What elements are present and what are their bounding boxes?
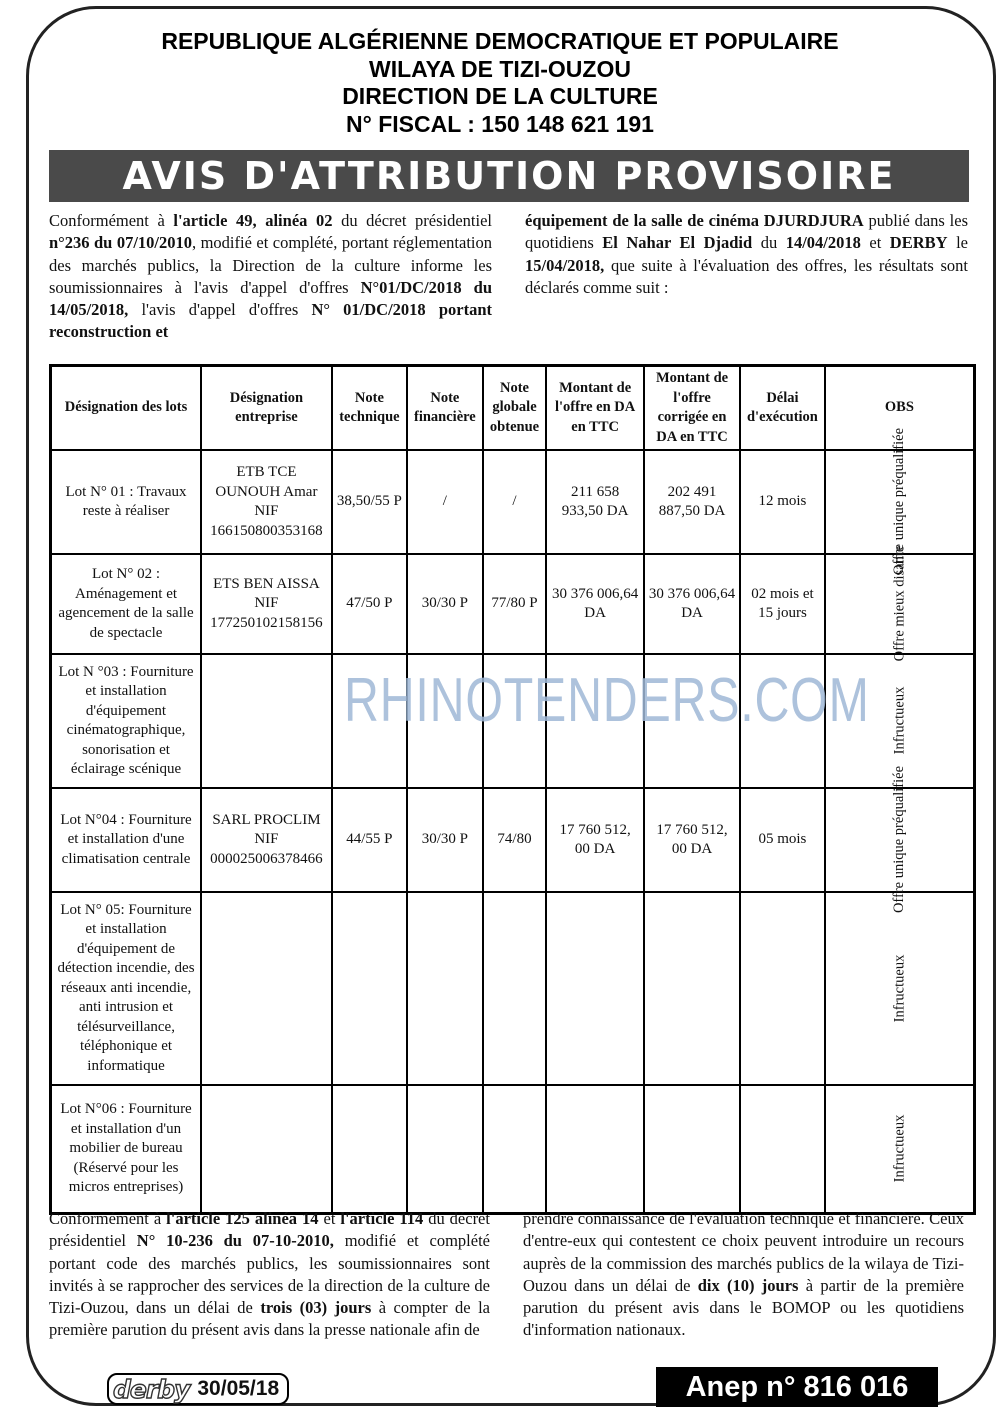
col-header-note-technique: Note technique bbox=[332, 366, 407, 451]
cell-delai: 02 mois et 15 jours bbox=[740, 554, 825, 654]
publication-date: 30/05/18 bbox=[197, 1377, 280, 1400]
cell-entreprise bbox=[201, 1085, 332, 1213]
table-row bbox=[51, 654, 975, 788]
cell-lot: Lot N°04 : Fourniture et installation d'une climatisation centrale bbox=[51, 788, 202, 892]
cell-obs bbox=[825, 428, 975, 576]
cell-lot: Lot N° 05: Fourniture et installation d'équipement de détection incendie, des réseaux anti incendie, anti intrusion et télésurveillance, téléphonique et informatique bbox=[51, 892, 202, 1085]
cell-lot: Lot N°06 : Fourniture et installation d'un mobilier de bureau (Réservé pour les micros entreprises) bbox=[51, 1085, 202, 1213]
cell-note-financiere bbox=[407, 892, 483, 1085]
cell-entreprise bbox=[201, 654, 332, 788]
col-header-note-globale: Note globale obtenue bbox=[483, 366, 547, 451]
col-header-montant-offre: Montant de l'offre en DA en TTC bbox=[546, 366, 644, 451]
cell-montant-corrige: 30 376 006,64 DA bbox=[644, 554, 740, 654]
cell-delai bbox=[740, 1085, 825, 1213]
cell-montant-offre: 17 760 512, 00 DA bbox=[546, 788, 644, 892]
header-line-fiscal: N° FISCAL : 150 148 621 191 bbox=[346, 110, 654, 137]
cell-montant-offre: 211 658 933,50 DA bbox=[546, 450, 644, 554]
obs-text: Infructueux bbox=[890, 954, 907, 1023]
col-header-note-financiere: Note financière bbox=[407, 366, 483, 451]
cell-note-globale: 77/80 P bbox=[483, 554, 547, 654]
intro-paragraph-right: équipement de la salle de cinéma DJURDJURA publié dans les quotidiens El Nahar El Djadid du 14/04/2018 et DERBY le 15/04/2018, que suite à l'évaluation des offres, les résultats sont déclarés comme suit : bbox=[525, 211, 968, 297]
col-header-entreprise: Désignation entreprise bbox=[201, 366, 332, 451]
cell-note-technique bbox=[332, 1085, 407, 1213]
cell-note-technique bbox=[332, 892, 407, 1085]
anep-reference: Anep n° 816 016 bbox=[656, 1367, 938, 1407]
cell-montant-offre bbox=[546, 654, 644, 788]
obs-text: Offre unique préqualifiée bbox=[890, 428, 907, 576]
results-table bbox=[49, 364, 976, 1215]
cell-note-financiere: 30/30 P bbox=[407, 554, 483, 654]
table-row bbox=[51, 892, 975, 1085]
closing-paragraph-right: prendre connaissance de l'évaluation technique et financière. Ceux d'entre-eux qui contestent ce choix peuvent introduire un recours auprès de la commission des marchés publics de la wilaya de Tizi-Ouzou dans un délai de dix (10) jours à partir de la première parution du présent avis dans le BOMOP ou les quotidiens d'information nationaux. bbox=[523, 1209, 964, 1340]
cell-obs bbox=[825, 1085, 975, 1213]
closing-text: prendre connaissance de l'évaluation technique et financière. Ceux d'entre-eux qui contestent ce choix peuvent introduire un recours auprès de la commission des marchés publics de la wilaya de Tizi-Ouzou dans un délai de bbox=[523, 1209, 964, 1295]
col-header-delai: Délai d'exécution bbox=[740, 366, 825, 451]
obs-text: Offre unique préqualifiée bbox=[890, 766, 907, 914]
cell-note-technique bbox=[332, 654, 407, 788]
cell-note-globale bbox=[483, 1085, 547, 1213]
cell-delai bbox=[740, 892, 825, 1085]
header-line-republic: REPUBLIQUE ALGÉRIENNE DEMOCRATIQUE ET POPULAIRE bbox=[161, 28, 839, 54]
cell-montant-offre: 30 376 006,64 DA bbox=[546, 554, 644, 654]
cell-montant-offre bbox=[546, 892, 644, 1085]
cell-obs bbox=[825, 545, 975, 662]
cell-entreprise: ETB TCE OUNOUH Amar NIF 166150800353168 bbox=[201, 450, 332, 554]
cell-note-globale bbox=[483, 654, 547, 788]
derby-logo: derby bbox=[113, 1374, 190, 1404]
watermark: RHINOTENDERS.COM bbox=[344, 666, 870, 735]
table-row bbox=[51, 554, 975, 654]
cell-entreprise: SARL PROCLIM NIF 000025006378466 bbox=[201, 788, 332, 892]
cell-note-technique: 38,50/55 P bbox=[332, 450, 407, 554]
cell-montant-corrige: 202 491 887,50 DA bbox=[644, 450, 740, 554]
cell-entreprise bbox=[201, 892, 332, 1085]
cell-delai: 05 mois bbox=[740, 788, 825, 892]
obs-text: Infructueux bbox=[890, 686, 907, 755]
header-line-wilaya: WILAYA DE TIZI-OUZOU bbox=[369, 55, 631, 82]
intro-paragraph-left: Conformément à l'article 49, alinéa 02 du décret présidentiel n°236 du 07/10/2010, modifié et complété, portant réglementation des marchés publics, la Direction de la culture informe les soumissionnaires à l'avis d'appel d'offres N°01/DC/2018 du 14/05/2018, l'avis d'appel d'offres N° 01/DC/2018 portant reconstruction et bbox=[49, 211, 493, 342]
cell-montant-corrige: 17 760 512, 00 DA bbox=[644, 788, 740, 892]
table-row bbox=[51, 1085, 975, 1213]
cell-note-financiere: 30/30 P bbox=[407, 788, 483, 892]
obs-text: Infructueux bbox=[890, 1114, 907, 1183]
table-header-row bbox=[51, 366, 975, 451]
notice-title: AVIS D'ATTRIBUTION PROVISOIRE bbox=[49, 150, 969, 202]
header-line-direction: DIRECTION DE LA CULTURE bbox=[342, 83, 658, 109]
cell-montant-offre bbox=[546, 1085, 644, 1213]
cell-obs bbox=[825, 892, 975, 1085]
closing-paragraph-left: Conformément à l'article 125 alinéa 14 et l'article 114 du décret présidentiel N° 10-236 du 07-10-2010, modifié et complété portant code des marchés publics, les soumissionnaires sont invités à se rapprocher des services de la direction de la culture de Tizi-Ouzou, dans un délai de trois (03) jours à compter de la première parution du présent avis dans la presse nationale afin de bbox=[49, 1209, 491, 1340]
obs-text: Offre mieux disante bbox=[890, 545, 907, 662]
cell-montant-corrige bbox=[644, 1085, 740, 1213]
cell-entreprise: ETS BEN AISSA NIF 177250102158156 bbox=[201, 554, 332, 654]
letterhead bbox=[0, 28, 1000, 138]
cell-lot: Lot N° 01 : Travaux reste à réaliser bbox=[51, 450, 202, 554]
cell-montant-corrige bbox=[644, 654, 740, 788]
cell-montant-corrige bbox=[644, 892, 740, 1085]
cell-note-technique: 44/55 P bbox=[332, 788, 407, 892]
col-header-montant-corrige: Montant de l'offre corrigée en DA en TTC bbox=[644, 366, 740, 451]
cell-note-financiere: / bbox=[407, 450, 483, 554]
cell-lot: Lot N° 02 : Aménagement et agencement de la salle de spectacle bbox=[51, 554, 202, 654]
col-header-lots: Désignation des lots bbox=[51, 366, 202, 451]
cell-delai bbox=[740, 654, 825, 788]
cell-obs bbox=[825, 766, 975, 914]
cell-note-technique: 47/50 P bbox=[332, 554, 407, 654]
cell-note-globale: 74/80 bbox=[483, 788, 547, 892]
cell-note-financiere bbox=[407, 654, 483, 788]
cell-delai: 12 mois bbox=[740, 450, 825, 554]
cell-lot: Lot N °03 : Fourniture et installation d'équipement cinématographique, sonorisation et éclairage scénique bbox=[51, 654, 202, 788]
cell-note-financiere bbox=[407, 1085, 483, 1213]
newspaper-stamp bbox=[107, 1373, 289, 1405]
table-row bbox=[51, 788, 975, 892]
col-header-obs: OBS bbox=[825, 366, 975, 451]
cell-note-globale: / bbox=[483, 450, 547, 554]
table-row bbox=[51, 450, 975, 554]
cell-note-globale bbox=[483, 892, 547, 1085]
